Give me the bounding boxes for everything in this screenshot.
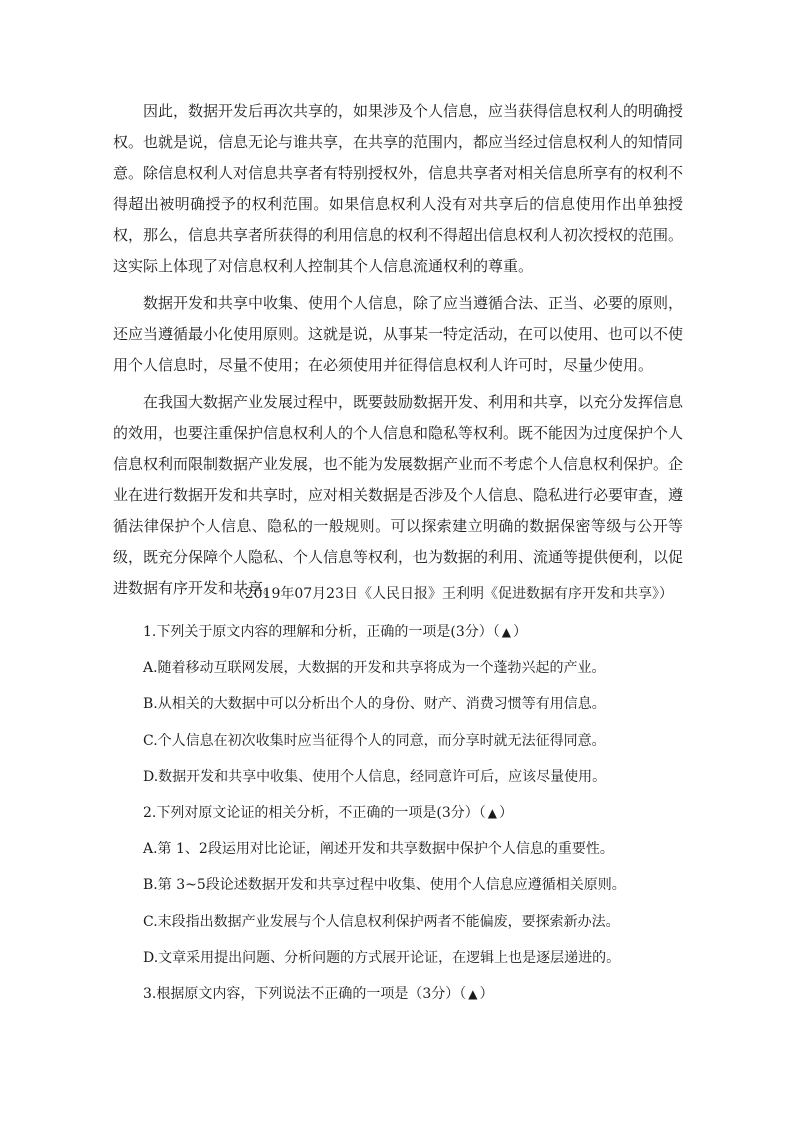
question-2-stem: [143, 800, 683, 826]
answer-blank-marker: ▲: [487, 806, 497, 820]
article-paragraph-2: 数据开发和共享中收集、使用个人信息，除了应当遵循合法、正当、必要的原则，还应当遵循最小化使用原则。这就是说，从事某一特定活动，在可以使用、也可以不使用个人信息时，尽量不使用；在必须使用并征得信息权利人许可时，尽量少使用。: [113, 294, 684, 374]
question-2-stem-close: ）: [498, 805, 513, 821]
question-3-stem-text: 3.根据原文内容，下列说法不正确的一项是（3分）（: [143, 986, 467, 1002]
article-source: （2019年07月23日《人民日报》王利明《促进数据有序开发和共享》）: [230, 586, 673, 602]
question-2-option-c: C.末段指出数据产业发展与个人信息权利保护两者不能偏废，要探索新办法。: [143, 914, 620, 930]
question-1-stem-close: ）: [512, 624, 527, 640]
question-2-option-a: A.第 1、2段运用对比论证，阐述开发和共享数据中保护个人信息的重要性。: [143, 841, 614, 857]
question-1-stem-text: 1.下列关于原文内容的理解和分析，正确的一项是(3分）（: [143, 624, 500, 640]
question-1-option-b: B.从相关的大数据中可以分析出个人的身份、财产、消费习惯等有用信息。: [143, 696, 606, 712]
question-1-option-d: D.数据开发和共享中收集、使用个人信息，经同意许可后，应该尽量使用。: [143, 769, 607, 785]
article-paragraph-1: 因此，数据开发后再次共享的，如果涉及个人信息，应当获得信息权利人的明确授权。也就是说，信息无论与谁共享，在共享的范围内，都应当经过信息权利人的知情同意。除信息权利人对信息共享者有特别授权外，信息共享者对相关信息所享有的权利不得超出被明确授予的权利范围。如果信息权利人没有对共享后的信息使用作出单独授权，那么，信息共享者所获得的利用信息的权利不得超出信息权利人初次授权的范围。这实际上体现了对信息权利人控制其个人信息流通权利的尊重。: [113, 102, 684, 275]
answer-blank-marker: ▲: [468, 987, 478, 1001]
answer-blank-marker: ▲: [501, 625, 511, 639]
question-2-option-b: B.第 3~5段论述数据开发和共享过程中收集、使用个人信息应遵循相关原则。: [143, 877, 626, 893]
question-2-option-d: D.文章采用提出问题、分析问题的方式展开论证，在逻辑上也是逐层递进的。: [143, 950, 621, 966]
question-1-stem: [143, 619, 683, 645]
question-1-option-a: A.随着移动互联网发展，大数据的开发和共享将成为一个蓬勃兴起的产业。: [143, 660, 606, 676]
question-2-stem-text: 2.下列对原文论证的相关分析，不正确的一项是(3分）（: [143, 805, 486, 821]
question-1-option-c: C.个人信息在初次收集时应当征得个人的同意，而分享时就无法征得同意。: [143, 733, 606, 749]
question-3-stem: [143, 981, 683, 1007]
article-paragraph-3: 在我国大数据产业发展过程中，既要鼓励数据开发、利用和共享，以充分发挥信息的效用，也要注重保护信息权利人的个人信息和隐私等权利。既不能因为过度保护个人信息权利而限制数据产业发展，也不能为发展数据产业而不考虑个人信息权利保护。企业在进行数据开发和共享时，应对相关数据是否涉及个人信息、隐私进行必要审查，遵循法律保护个人信息、隐私的一般规则。可以探索建立明确的数据保密等级与公开等级，既充分保障个人隐私、个人信息等权利，也为数据的利用、流通等提供便利，以促进数据有序开发和共享。: [113, 393, 684, 597]
question-3-stem-close: ）: [479, 986, 494, 1002]
